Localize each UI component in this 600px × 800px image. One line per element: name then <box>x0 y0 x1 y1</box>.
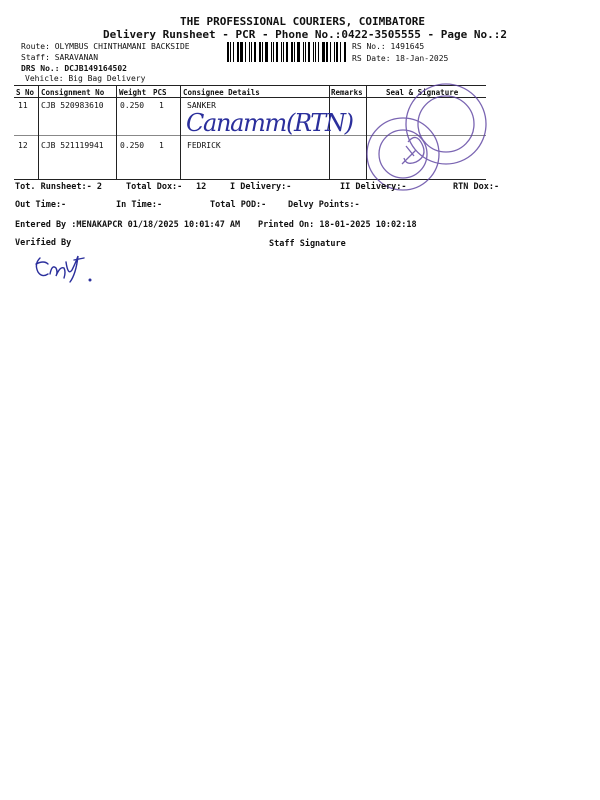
barcode-bar <box>315 42 316 62</box>
barcode-bar <box>326 42 328 62</box>
col-header-seal: Seal & Signature <box>386 88 459 97</box>
table-row-sno: 12 <box>18 141 28 150</box>
barcode-bar <box>313 42 314 62</box>
company-title: THE PROFESSIONAL COURIERS, COIMBATORE <box>180 15 426 28</box>
verified-by-label: Verified By <box>15 238 72 248</box>
total-dox-value: 12 <box>196 182 207 192</box>
col-header-remarks: Remarks <box>331 88 363 97</box>
vehicle-text: Vehicle: Big Bag Delivery <box>25 74 146 83</box>
barcode-bar <box>294 42 295 62</box>
barcode-bar <box>340 42 341 62</box>
route-text: Route: OLYMBUS CHINTHAMANI BACKSIDE <box>21 42 190 51</box>
total-runsheet: Tot. Runsheet:- 2 <box>15 182 102 192</box>
barcode-bar <box>259 42 261 62</box>
barcode-bar <box>240 42 243 62</box>
barcode-bar <box>233 42 234 62</box>
barcode-bar <box>276 42 278 62</box>
barcode-bar <box>344 42 346 62</box>
rtn-dox-label: RTN Dox:- <box>453 182 500 192</box>
barcode-bar <box>291 42 293 62</box>
col-header-pcs: PCS <box>153 88 167 97</box>
barcode-bar <box>273 42 274 62</box>
barcode-bar <box>262 42 263 62</box>
delvy-points-label: Delvy Points:- <box>288 200 360 210</box>
barcode-bar <box>305 42 306 62</box>
drs-number: DRS No.: DCJB149164502 <box>21 64 127 73</box>
barcode-bar <box>251 42 252 62</box>
table-row-consignment: CJB 521119941 <box>41 141 104 150</box>
total-pod-label: Total POD:- <box>210 200 267 210</box>
table-row-consignee: FEDRICK <box>187 141 221 150</box>
in-time-label: In Time:- <box>116 200 163 210</box>
out-time-label: Out Time:- <box>15 200 67 210</box>
col-divider <box>116 85 117 179</box>
col-header-weight: Weight <box>119 88 147 97</box>
barcode-bar <box>303 42 304 62</box>
barcode-bar <box>297 42 300 62</box>
col-header-sno: S No <box>16 88 35 97</box>
barcode-bar <box>271 42 272 62</box>
barcode-bar <box>283 42 284 62</box>
barcode-bar <box>334 42 335 62</box>
barcode-image <box>227 42 347 62</box>
barcode-bar <box>254 42 256 62</box>
barcode-bar <box>322 42 325 62</box>
barcode-bar <box>318 42 319 62</box>
handwritten-signature <box>184 103 364 139</box>
table-row-weight: 0.250 <box>120 101 145 110</box>
rs-date: RS Date: 18-Jan-2025 <box>352 54 449 63</box>
barcode-bar <box>308 42 310 62</box>
rs-number: RS No.: 1491645 <box>352 42 425 51</box>
barcode-bar <box>230 42 231 62</box>
table-row-consignment: CJB 520983610 <box>41 101 104 110</box>
table-row-weight: 0.250 <box>120 141 145 150</box>
barcode-bar <box>227 42 229 62</box>
total-dox-label: Total Dox:- <box>126 182 183 192</box>
barcode-bar <box>245 42 246 62</box>
staff-text: Staff: SARAVANAN <box>21 53 99 62</box>
barcode-bar <box>336 42 338 62</box>
barcode-bar <box>237 42 239 62</box>
i-delivery-label: I Delivery:- <box>230 182 292 192</box>
col-header-consignment: Consignment No <box>41 88 105 97</box>
table-row-sno: 11 <box>18 101 28 110</box>
barcode-bar <box>249 42 250 62</box>
table-row-pcs: 1 <box>159 141 164 150</box>
ii-delivery-label: II Delivery:- <box>340 182 407 192</box>
col-divider <box>180 85 181 179</box>
verifier-initials-signature <box>30 250 110 290</box>
printed-on-text: Printed On: 18-01-2025 10:02:18 <box>258 220 417 230</box>
table-row-pcs: 1 <box>159 101 164 110</box>
barcode-bar <box>281 42 282 62</box>
runsheet-subtitle: Delivery Runsheet - PCR - Phone No.:0422-3505555 - Page No.:2 <box>103 28 507 41</box>
company-seal-stamp <box>338 82 493 194</box>
barcode-bar <box>265 42 268 62</box>
table-row-consignee: SANKER <box>187 101 216 110</box>
barcode-bar <box>286 42 288 62</box>
col-divider <box>38 85 39 179</box>
staff-signature-label: Staff Signature <box>269 239 346 249</box>
signature-text: Canamm(RTN) <box>186 109 354 137</box>
col-header-consignee: Consignee Details <box>183 88 260 97</box>
entered-by-text: Entered By :MENAKAPCR 01/18/2025 10:01:47 AM <box>15 220 241 230</box>
barcode-bar <box>330 42 331 62</box>
